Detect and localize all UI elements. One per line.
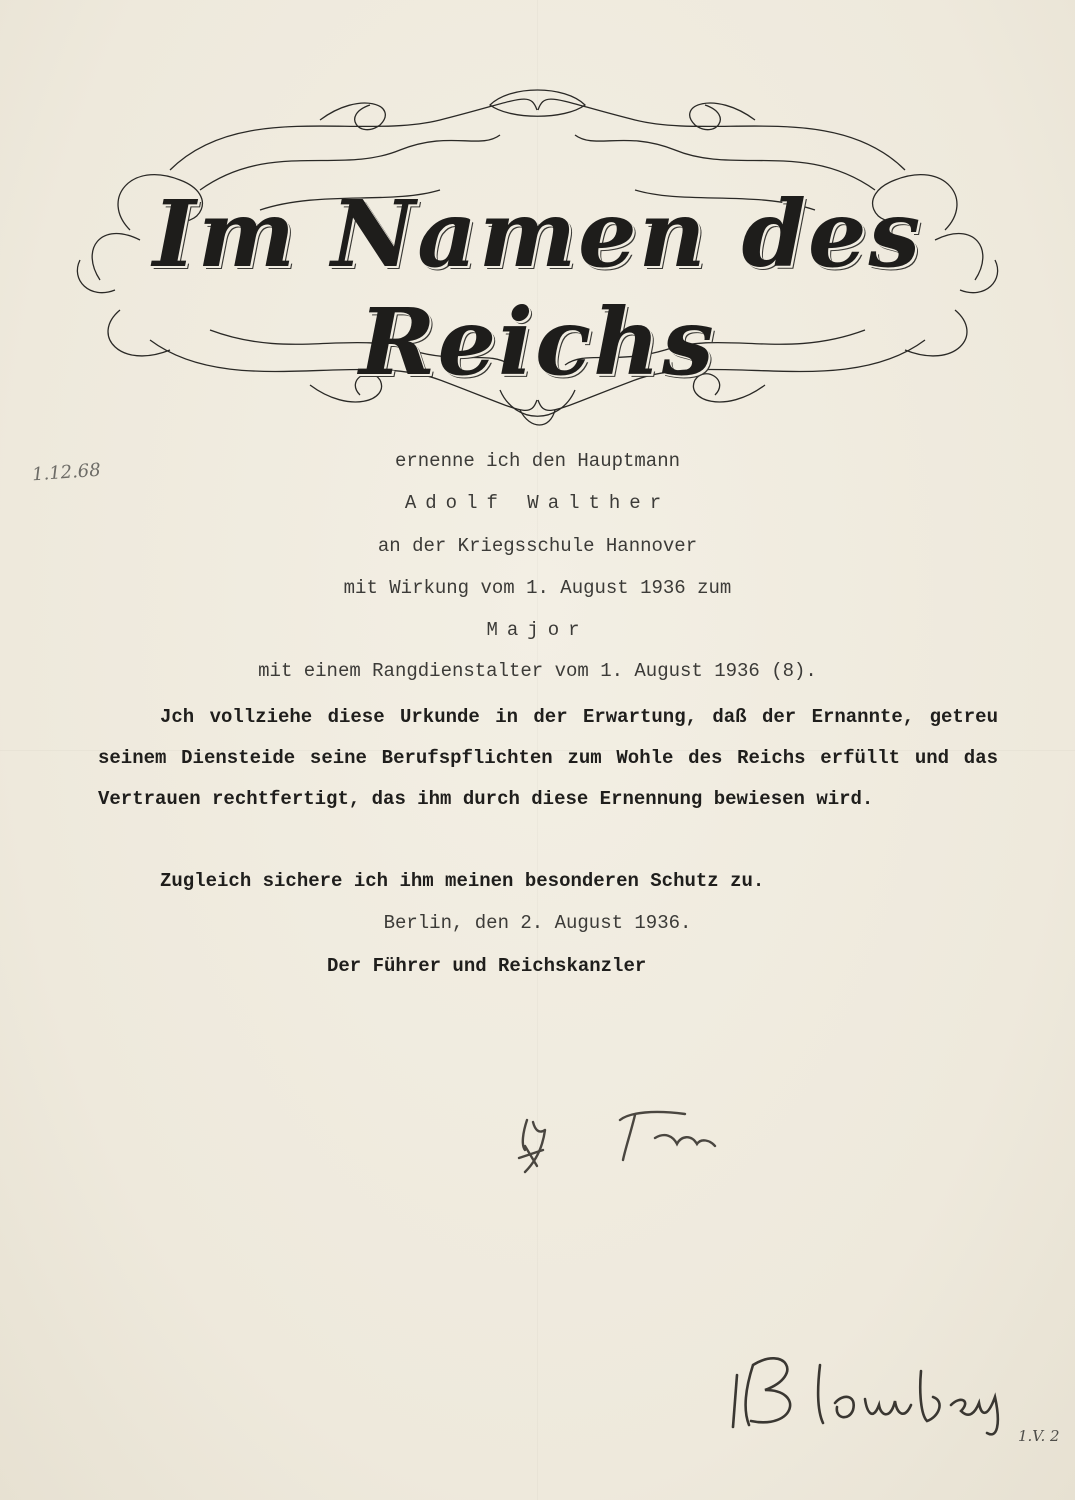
body-line-1: ernenne ich den Hauptmann (394, 450, 681, 472)
body-line-6: mit einem Rangdienstalter vom 1. August 1936 (8). (258, 660, 817, 682)
protection-line: Zugleich sichere ich ihm meinen besonderen Schutz zu. (160, 870, 765, 892)
body-line-4: mit Wirkung vom 1. August 1936 zum (343, 577, 732, 599)
rank-title: Major (486, 619, 589, 641)
main-paragraph (98, 697, 998, 820)
signatory-title: Der Führer und Reichskanzler (327, 955, 647, 977)
margin-note: 1.12.68 (31, 459, 102, 486)
main-paragraph-text: Jch vollziehe diese Urkunde in der Erwartung, daß der Ernannte, getreu seinem Diensteide seine Berufspflichten zum Wohle des Reichs erfüllt und das Vertrauen rechtfertigt, das ihm durch diese Ernennung bewiesen wird. (98, 706, 998, 810)
signature-second (725, 1335, 1015, 1440)
page-title: Im Namen des Reichs (152, 180, 923, 396)
corner-note: 1.V. 2 (1018, 1427, 1060, 1445)
body-line-3: an der Kriegsschule Hannover (377, 535, 698, 557)
place-date: Berlin, den 2. August 1936. (383, 912, 692, 934)
appointee-name: Adolf Walther (404, 492, 671, 514)
signature-first (505, 1100, 745, 1180)
